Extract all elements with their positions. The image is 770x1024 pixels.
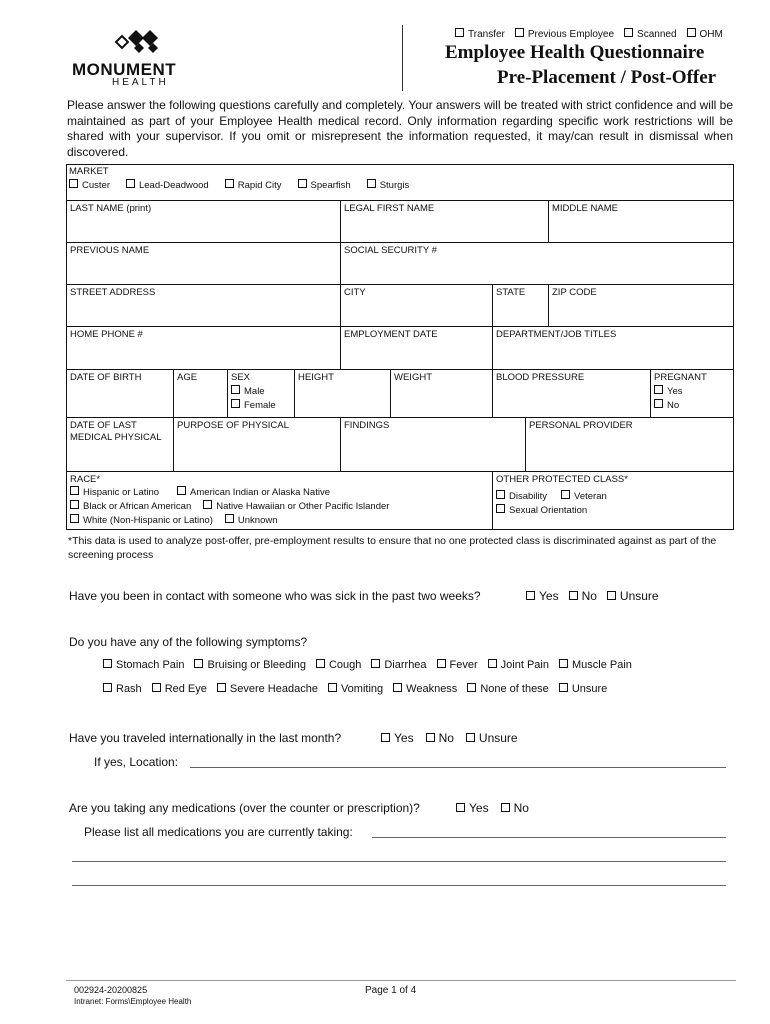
option-lead-deadwood[interactable]	[126, 178, 209, 193]
state-field[interactable]	[492, 284, 548, 326]
option-severe-headache[interactable]	[217, 683, 318, 695]
employment-date-field[interactable]	[340, 326, 492, 369]
employee-info-form	[66, 164, 734, 530]
checkbox-icon	[559, 683, 568, 692]
option-label: Weakness	[406, 683, 458, 695]
option-rapid-city[interactable]	[225, 178, 282, 193]
street-address-field[interactable]	[67, 284, 340, 326]
checkbox-icon	[70, 514, 79, 523]
option-muscle-pain[interactable]	[559, 659, 632, 671]
option-no[interactable]	[501, 801, 529, 815]
employment-date-label: EMPLOYMENT DATE	[344, 329, 438, 340]
option-joint-pain[interactable]	[488, 659, 549, 671]
checkbox-icon	[371, 659, 380, 668]
street-address-label: STREET ADDRESS	[70, 287, 156, 298]
market-label: MARKET	[69, 166, 109, 177]
checkbox-icon	[225, 179, 234, 188]
checkbox-icon	[70, 500, 79, 509]
option-hispanic-or-latino[interactable]	[70, 486, 159, 500]
option-label: Disability	[509, 491, 548, 502]
option-label: Unsure	[571, 683, 608, 695]
option-label: Yes	[469, 801, 489, 815]
option-label: Unknown	[237, 515, 278, 526]
checkbox-icon	[367, 179, 376, 188]
option-previous-employee[interactable]	[515, 28, 614, 40]
option-label: No	[513, 801, 529, 815]
option-label: Lead-Deadwood	[138, 180, 209, 191]
option-label: Scanned	[637, 29, 677, 40]
option-fever[interactable]	[437, 659, 478, 671]
blood-pressure-field[interactable]	[492, 369, 650, 417]
checkbox-icon	[426, 733, 435, 742]
option-label: Rash	[116, 683, 142, 695]
legal-first-name-field[interactable]	[340, 200, 548, 242]
pregnant-label: PREGNANT	[654, 372, 707, 383]
pregnant-option-label: Yes	[667, 386, 683, 397]
option-label: Fever	[449, 659, 478, 671]
option-label: Severe Headache	[229, 683, 318, 695]
option-white-non-hispanic-or-latino[interactable]	[70, 514, 213, 528]
checkbox-icon	[231, 385, 240, 394]
option-bruising-or-bleeding[interactable]	[194, 659, 305, 671]
dob-label: DATE OF BIRTH	[70, 372, 142, 383]
last-physical-field[interactable]	[67, 417, 173, 471]
findings-field[interactable]	[340, 417, 525, 471]
medications-input-line-3[interactable]	[72, 884, 726, 886]
option-disability[interactable]	[496, 490, 547, 504]
pregnant-field	[650, 369, 733, 417]
question-travel: Have you traveled internationally in the last month?	[69, 731, 342, 745]
option-cough[interactable]	[316, 659, 361, 671]
checkbox-icon	[456, 803, 465, 812]
provider-field[interactable]	[525, 417, 733, 471]
option-transfer[interactable]	[455, 28, 505, 40]
sex-option-female[interactable]	[231, 399, 291, 412]
question-symptoms: Do you have any of the following symptoms?	[69, 635, 308, 649]
checkbox-icon	[231, 399, 240, 408]
option-yes[interactable]	[456, 801, 489, 815]
option-spearfish[interactable]	[298, 178, 351, 193]
intro-paragraph: Please answer the following questions carefully and completely. Your answers will be treated with strict confidence and will be maintained as part of your Employee Health medical record. Only information regarding specific work restrictions will be shared with your supervisor. If you omit or misrepresent the information requested, it may/can result in dismissal when discovered.	[67, 98, 733, 159]
previous-name-label: PREVIOUS NAME	[70, 245, 150, 256]
option-label: Vomiting	[340, 683, 384, 695]
option-weakness[interactable]	[393, 683, 457, 695]
question-medications-options	[456, 801, 541, 815]
checkbox-icon	[328, 683, 337, 692]
middle-name-field[interactable]	[548, 200, 733, 242]
checkbox-icon	[103, 659, 112, 668]
checkbox-icon	[177, 486, 186, 495]
question-travel-options	[381, 731, 530, 745]
option-yes[interactable]	[381, 731, 414, 745]
findings-label: FINDINGS	[344, 420, 390, 431]
legal-first-name-label: LEGAL FIRST NAME	[344, 203, 435, 214]
travel-location-input[interactable]	[190, 766, 726, 768]
zip-code-field[interactable]	[548, 284, 733, 326]
medications-list-label: Please list all medications you are currently taking:	[84, 825, 353, 839]
race-options-row	[70, 500, 489, 514]
logo	[108, 28, 168, 58]
option-label: Muscle Pain	[571, 659, 632, 671]
sex-label: SEX	[231, 372, 251, 383]
symptoms-row-1	[103, 659, 642, 671]
race-options-row	[70, 514, 489, 528]
weight-label: WEIGHT	[394, 372, 432, 383]
checkbox-icon	[69, 179, 78, 188]
height-label: HEIGHT	[298, 372, 334, 383]
dob-field[interactable]	[67, 369, 173, 417]
option-label: No	[438, 731, 454, 745]
option-label: Bruising or Bleeding	[207, 659, 306, 671]
checkbox-icon	[561, 490, 570, 499]
pregnant-option-no[interactable]	[654, 399, 730, 412]
age-label: AGE	[177, 372, 198, 383]
intranet-path: Intranet: Forms\Employee Health	[74, 997, 192, 1006]
option-scanned[interactable]	[624, 28, 676, 40]
checkbox-icon	[496, 490, 505, 499]
option-label: No	[581, 589, 597, 603]
checkbox-icon	[496, 504, 505, 513]
page-subtitle: Pre-Placement / Post-Offer	[497, 67, 717, 88]
option-label: American Indian or Alaska Native	[190, 487, 330, 498]
option-diarrhea[interactable]	[371, 659, 426, 671]
option-native-hawaiian-or-other-pacific-islander[interactable]	[203, 500, 389, 514]
option-rash[interactable]	[103, 683, 142, 695]
state-label: STATE	[496, 287, 526, 298]
question-medications: Are you taking any medications (over the counter or prescription)?	[69, 801, 420, 815]
option-label: Rapid City	[237, 180, 282, 191]
last-physical-label: DATE OF LAST MEDICAL PHYSICAL	[70, 420, 162, 443]
option-label: Stomach Pain	[116, 659, 185, 671]
market-options	[69, 178, 730, 193]
blood-pressure-label: BLOOD PRESSURE	[496, 372, 585, 383]
city-label: CITY	[344, 287, 366, 298]
option-sturgis[interactable]	[367, 178, 410, 193]
option-unsure[interactable]	[607, 589, 659, 603]
ssn-field[interactable]	[340, 242, 733, 284]
home-phone-field[interactable]	[67, 326, 340, 369]
checkbox-icon	[607, 591, 616, 600]
checkbox-icon	[569, 591, 578, 600]
option-label: Unsure	[478, 731, 518, 745]
question-sick-contact: Have you been in contact with someone who was sick in the past two weeks?	[69, 589, 481, 603]
sex-option-label: Male	[244, 386, 265, 397]
option-sexual-orientation[interactable]	[496, 504, 587, 518]
option-label: Black or African American	[83, 501, 192, 512]
option-ohm[interactable]	[687, 28, 723, 40]
last-name-label: LAST NAME (print)	[70, 203, 152, 214]
header-divider	[402, 25, 403, 91]
checkbox-icon	[488, 659, 497, 668]
home-phone-label: HOME PHONE #	[70, 329, 143, 340]
checkbox-icon	[316, 659, 325, 668]
option-label: Native Hawaiian or Other Pacific Islander	[216, 501, 390, 512]
checkbox-icon	[654, 385, 663, 394]
option-label: Diarrhea	[384, 659, 427, 671]
checkbox-icon	[203, 500, 212, 509]
checkbox-icon	[437, 659, 446, 668]
sex-option-male[interactable]	[231, 384, 291, 399]
provider-label: PERSONAL PROVIDER	[529, 420, 633, 431]
option-no[interactable]	[426, 731, 454, 745]
logo-subtitle: HEALTH	[112, 77, 169, 88]
checkbox-icon	[467, 683, 476, 692]
travel-location-label: If yes, Location:	[94, 755, 179, 769]
race-options-row	[70, 486, 489, 500]
option-vomiting[interactable]	[328, 683, 383, 695]
protected-options-row	[496, 504, 730, 518]
race-label: RACE*	[70, 474, 101, 485]
middle-name-label: MIDDLE NAME	[552, 203, 618, 214]
option-label: Sexual Orientation	[509, 505, 588, 516]
option-label: Cough	[328, 659, 362, 671]
medications-input-line-2[interactable]	[72, 860, 726, 862]
checkbox-icon	[298, 179, 307, 188]
checkbox-icon	[381, 733, 390, 742]
top-checkboxes	[455, 28, 733, 40]
protected-options-row	[496, 490, 730, 504]
option-label: White (Non-Hispanic or Latino)	[83, 515, 213, 526]
zip-code-label: ZIP CODE	[552, 287, 597, 298]
option-custer[interactable]	[69, 178, 110, 193]
option-unsure[interactable]	[559, 683, 607, 695]
department-label: DEPARTMENT/JOB TITLES	[496, 329, 617, 340]
race-data-note: *This data is used to analyze post-offer, pre-employment results to ensure that no one protected class is discriminated against as part of the screening process	[68, 535, 717, 561]
logo-name: MONUMENT	[72, 60, 177, 79]
checkbox-icon	[526, 591, 535, 600]
footer-divider	[66, 980, 736, 981]
sex-option-label: Female	[244, 400, 276, 411]
previous-name-field[interactable]	[67, 242, 340, 284]
checkbox-icon	[393, 683, 402, 692]
checkbox-icon	[515, 28, 524, 37]
page-title: Employee Health Questionnaire	[445, 42, 705, 63]
option-label: Veteran	[574, 491, 607, 502]
height-field[interactable]	[294, 369, 390, 417]
option-label: Red Eye	[164, 683, 207, 695]
option-black-or-african-american[interactable]	[70, 500, 191, 514]
option-label: OHM	[699, 29, 723, 40]
option-label: Custer	[82, 180, 110, 191]
purpose-label: PURPOSE OF PHYSICAL	[177, 420, 289, 431]
age-field[interactable]	[173, 369, 227, 417]
pregnant-option-label: No	[667, 400, 680, 411]
checkbox-icon	[70, 486, 79, 495]
market-field	[66, 164, 733, 200]
purpose-field[interactable]	[173, 417, 340, 471]
last-name-field[interactable]	[67, 200, 340, 242]
checkbox-icon	[194, 659, 203, 668]
weight-field[interactable]	[390, 369, 492, 417]
checkbox-icon	[624, 28, 633, 37]
page-number: Page 1 of 4	[365, 985, 417, 996]
option-label: Sturgis	[379, 180, 410, 191]
option-label: Spearfish	[310, 180, 351, 191]
protected-class-field	[492, 471, 733, 529]
option-red-eye[interactable]	[152, 683, 207, 695]
option-label: Previous Employee	[527, 29, 615, 40]
question-sick-contact-options	[526, 589, 669, 603]
symptoms-row-2	[103, 683, 617, 695]
option-label: Yes	[394, 731, 414, 745]
option-unsure[interactable]	[466, 731, 518, 745]
logo-diamonds-icon	[108, 28, 168, 58]
checkbox-icon	[217, 683, 226, 692]
city-field[interactable]	[340, 284, 492, 326]
checkbox-icon	[559, 659, 568, 668]
option-american-indian-or-alaska-native[interactable]	[177, 486, 330, 500]
checkbox-icon	[501, 803, 510, 812]
option-label: Transfer	[468, 29, 505, 40]
option-no[interactable]	[569, 589, 597, 603]
checkbox-icon	[225, 514, 234, 523]
checkbox-icon	[152, 683, 161, 692]
option-unknown[interactable]	[225, 514, 278, 528]
option-label: Yes	[539, 589, 559, 603]
option-veteran[interactable]	[561, 490, 607, 504]
option-stomach-pain[interactable]	[103, 659, 184, 671]
ssn-label: SOCIAL SECURITY #	[344, 245, 437, 256]
checkbox-icon	[687, 28, 696, 37]
checkbox-icon	[126, 179, 135, 188]
race-field	[67, 471, 492, 529]
form-code: 002924-20200825	[74, 985, 148, 995]
pregnant-option-yes[interactable]	[654, 384, 730, 399]
checkbox-icon	[455, 28, 464, 37]
option-label: Hispanic or Latino	[83, 487, 160, 498]
checkbox-icon	[466, 733, 475, 742]
checkbox-icon	[654, 399, 663, 408]
option-label: Unsure	[619, 589, 659, 603]
option-none-of-these[interactable]	[467, 683, 549, 695]
option-label: Joint Pain	[500, 659, 549, 671]
sex-field	[227, 369, 294, 417]
checkbox-icon	[103, 683, 112, 692]
option-yes[interactable]	[526, 589, 559, 603]
department-field[interactable]	[492, 326, 733, 369]
protected-class-label: OTHER PROTECTED CLASS*	[496, 474, 628, 485]
option-label: None of these	[480, 683, 549, 695]
medications-input-line-1[interactable]	[372, 836, 726, 838]
